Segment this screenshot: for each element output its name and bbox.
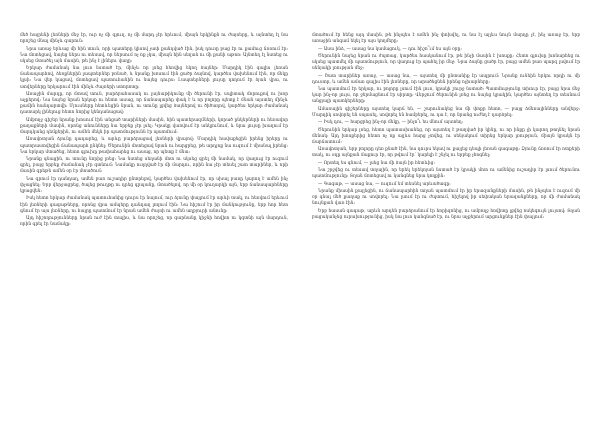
paragraph: Ծերունին երկար լռեց, հետո պատասխանեց, որ այստեղ է թաղված իր կինը, ու որ ինքը չի կարող թողնել նրան մենակ։ Այդ խոսքերից հետո ոչ ոք այլևս հարց չտվեց, ու սենյակում տիրեց երկար լռություն, միայն կրակն էր ճարճատում։ bbox=[312, 127, 580, 145]
paragraph: Ծերունին նայեց նրան ու ժպտաց, կարծես հասկանում էր, թե ինչի մասին է խոսքը։ Հետո գլուխը խոնարհեց ու սկսեց պատմել մի պատմություն, որ վաղուց էր պահել իր մեջ։ Նրա ձայնը ցածր էր, բայց ամեն բառ պարզ լսվում էր սենյակի լռության մեջ։ bbox=[312, 53, 580, 72]
paragraph: Իսկ հետո երկար ժամանակ պատուհանից դուրս էր նայում, ուր ձյունը փայլում էր արևի տակ, ու հեռվում երևում էին լեռների գագաթները, որոնց վրա ամպերը դանդաղ լողում էին։ Նա հիշում էր իր մանկությունը, երբ հոր հետ գնում էր այս լեռները, ու հայրը պատմում էր նրան ամեն ժայռի ու ամեն աղբյուրի անունը։ bbox=[20, 196, 288, 214]
text-column-right bbox=[312, 33, 580, 222]
paragraph: — Իսկ դու, — հարցրեց ինչ-որ մեկը, — ինչո՞ւ ես մնում այստեղ։ bbox=[318, 120, 464, 126]
paragraph: Նա գրում էր դանդաղ, ամեն բառ ուշադիր ընտրելով, կարծես վախենում էր, որ սխալ բառը կարող է ամեն ինչ փչացնել։ Երբ վերջացրեց, ծալեց թուղթը ու դրեց գրպանը, մտածելով, որ մի օր կուղարկի այն, երբ ճանապարհները կբացվեն։ bbox=[20, 176, 288, 195]
paragraph: Նա շրջվեց ու տեսավ տղային, որ երեկ երեկոյան նստած էր կրակի մոտ ու ամենից ուշադիր էր լսում ծերունու պատմությունը։ Տղան մոտեցավ ու կանգնեց նրա կողքին։ bbox=[312, 168, 580, 180]
paragraph: Երբ հասան գագաթ, արևն արդեն բարձրանում էր հորիզոնից, ու ամբողջ հովիտը լցվեց ոսկեգույն լույսով։ Տղան բացականչեց ուրախությունից, իսկ նա լուռ կանգնած էր, ու նրա աչքերում արցունքներ էին փայլում։ bbox=[312, 208, 580, 220]
paragraph: — Գագաթ, — ասաց նա, — ուզում եմ տեսնել արևածագը։ bbox=[318, 181, 451, 187]
paragraph: Նրանք միասին քայլեցին, ու ճանապարհին տղան պատմում էր իր երազանքների մասին, թե ինչպես է ուզում մի օր գնալ մեծ քաղաք ու սովորել։ Նա լսում էր ու ժպտում, հիշելով իր սեփական երազանքները, որ մի ժամանակ նույնքան վառ էին։ bbox=[312, 188, 580, 207]
paragraph: Երկար ժամանակ նա լուռ նստած էր, մինչև որ լսեց հեռվից եկող ձայներ։ Մարդիկ էին գալիս լեռան ճանապարհով, ձեռքներին լապտերներ բռնած, և նրանք խոսում էին ցածր ձայնով, կարծես վախենում էին, որ մեկը կլսի։ Նա վեր կացավ, մոտեցավ պատուհանին ու նայեց դուրս։ Լապտերների լույսը դողում էր ձյան վրա, ու ստվերները երկարում էին մինչև ժայռերի ստորոտը։ bbox=[20, 66, 288, 90]
paragraph: Առաջին մարդը, որ մտավ տուն, բարձրահասակ ու լայնաթիկունք մի ծերունի էր, սպիտակ մորուքով ու խոր աչքերով։ Նա նայեց նրան երկար ու հետո ասաց, որ ճանապարհը փակ է և որ բոլորը պետք է մնան այստեղ մինչև քամին հանդարտվի։ Մյուսները հետևեցին նրան, ու տունը լցվեց ձայներով ու ծիծաղով, կարծես երկար ժամանակ դատարկ լինելուց հետո նորից կենդանացավ։ bbox=[20, 91, 288, 116]
paragraph: — Շատ տարիներ առաջ, — ասաց նա, — այստեղ մի ընտանիք էր ապրում։ Նրանք ունեին երկու որդի ու մի դուստր, և ամեն ամառ գալիս էին լեռները, որ արածեցնեն իրենց ոչխարները։ bbox=[312, 73, 580, 85]
paragraph: — Որտեղ ես գնում, — լսեց նա մի ձայն իր հետևից։ bbox=[318, 160, 435, 166]
paragraph: Ամառային գիշերները այստեղ կարճ են, — շարունակեց նա մի փոքր հետո, — բայց ձմեռայինները անվերջ։ Մարդիկ սովորել են սպասել, սովորել են համբերել, ու դա է, որ նրանց ուժեղ է դարձրել։ bbox=[312, 106, 580, 118]
paragraph: մտածում էր հենց այդ մասին, թե ինչպես է ամեն ինչ փոխվել, ու նա էլ այլևս նույն մարդը չէ, ինչ առաջ էր, երբ առաջին անգամ եկել էր այս կողմերը։ bbox=[312, 33, 580, 45]
text-column-left bbox=[20, 33, 288, 230]
paragraph: Ամբողջ գիշեր նրանք խոսում էին անցած տարիների մասին, հին պատերազմների, կորած ընկերների ու հեռավոր քաղաքների մասին, որոնց անունները նա երբեք չէր լսել։ Կրակը վառվում էր անկյունում, և նրա լույսը խաղում էր մարդկանց դեմքերին, ու ամեն մեկն իր պատմությունն էր պատմում։ bbox=[20, 117, 288, 136]
paragraph: Այդ հիշողությունները նրան ուժ էին տալիս, և նա որոշեց, որ գարնանը կիջնի հովիտ ու կգտնի այն մարդուն, որին գրել էր նամակը։ bbox=[20, 216, 288, 228]
paragraph: Նրանք գնացին, ու տունը նորից լռեց։ Նա նստեց սեղանի մոտ ու սկսեց գրել մի նամակ, որ վաղուց էր ուզում գրել, բայց երբեք ժամանակ չէր գտնում։ Նամակը ուղղված էր մի մարդու, որին նա չէր տեսել շատ տարիներ, և որի մասին գրեթե ամեն օր էր մտածում։ bbox=[20, 157, 288, 175]
paragraph: Նա պատմում էր երկար, ու բոլորը լսում էին լուռ, կրակի շուրջ նստած։ Պատմությունը տխուր էր, բայց նրա մեջ կար ինչ-որ լույս, որ ջերմացնում էր սիրտը։ Վերջում ծերունին լռեց ու նայեց կրակին, կարծես այնտեղ էր տեսնում անցյալի պատկերները։ bbox=[312, 87, 580, 105]
paragraph: Առավոտյան ձյունը դադարեց, և արևը բարձրացավ լեռների վրայով։ Մարդիկ հավաքեցին իրենց իրերը ու պատրաստվեցին ճանապարհ ընկնել։ Ծերունին մոտեցավ նրան ու հարցրեց, թե արդյոք նա ուզում է միանալ իրենց։ Նա երկար մտածեց, հետո գլուխը թափահարեց ու ասաց, որ պետք է մնա։ bbox=[20, 137, 288, 155]
paragraph: մեծ հայրենի լեռների մեջ էր, ուր ոչ մի գյուղ, ոչ մի մարդ չէր երևում, միայն երկինքն ու ժայռերը, և այնտեղ էլ նա որոշեց մնալ մինչև գարուն։ bbox=[20, 33, 288, 45]
paragraph: Առավոտյան, երբ բոլորը դեռ քնած էին, նա դուրս եկավ ու քայլեց դեպի լեռան գագաթը։ Ձյունը ճռռում էր ոտքերի տակ, ու օդը այնքան մաքուր էր, որ թվում էր՝ կարելի է շնչել ու երբեք չհոգնել։ bbox=[312, 147, 580, 159]
paragraph: Նրա առաջ երևաց մի հին տուն, որի պատերը կիսով չափ քանդված էին, իսկ դուռը բաց էր ու քամուց ճռռում էր։ Նա մոտեցավ, նայեց ներս ու տեսավ, որ ներսում ոչ ոք չկա, միայն հին սեղան ու մի քանի աթոռ։ Այնտեղ էլ նստեց ու սկսեց մտածել այն մասին, թե ինչ է լինելու վաղը։ bbox=[20, 46, 288, 64]
paragraph: — Ասա ինձ, — ասաց նա կամացուկ, — դու հիշո՞ւմ ես այն օրը։ bbox=[318, 46, 462, 52]
